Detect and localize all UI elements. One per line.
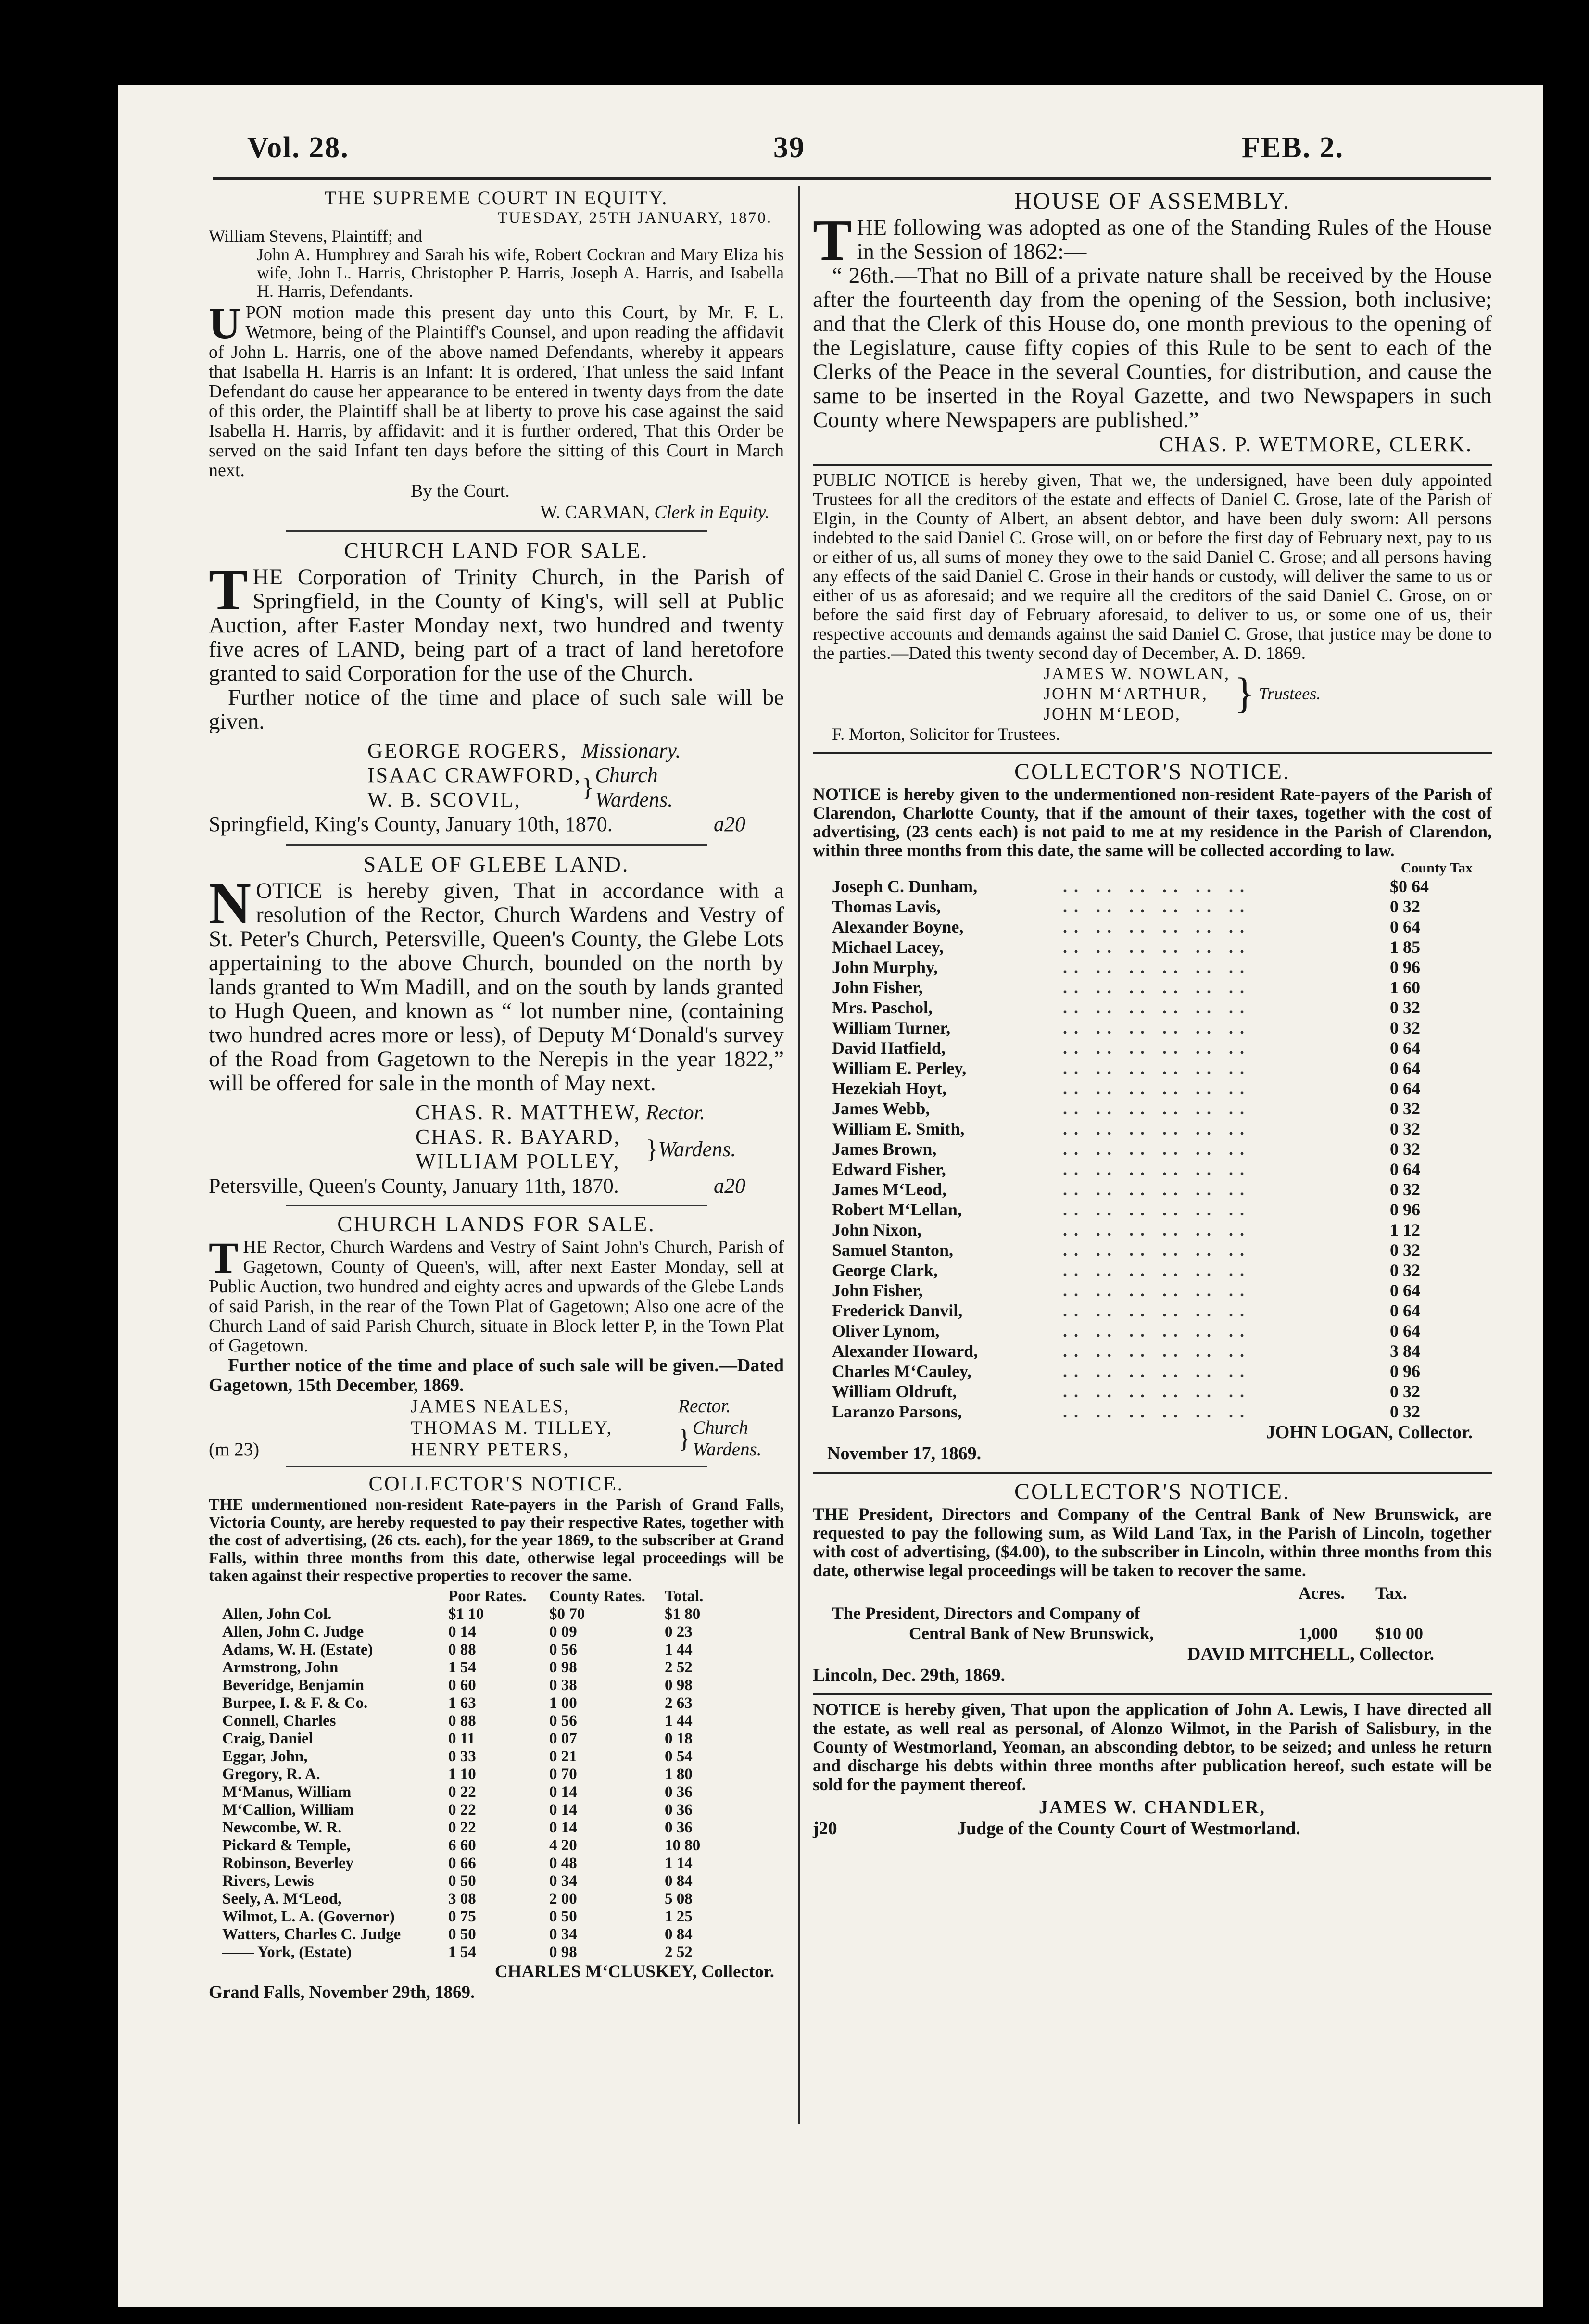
collector3-signature: DAVID MITCHELL, Collector. [1187, 1644, 1434, 1664]
collector2-body: NOTICE is hereby given to the undermentioned non-resident Rate-payers of the Parish of Clarendon, Charlotte County, that if the amount of their taxes, together with the cost of advertising, (23 cents each) is not paid to me at my residence in the Parish of Clarendon, within three months from this date, the same will be collected according to law. [813, 784, 1492, 860]
cell-name: John Fisher, [832, 978, 923, 997]
leader-dots: .. .. .. .. .. .. [1063, 1160, 1251, 1179]
cell-poor: 1 63 [448, 1694, 476, 1712]
cell-total: 0 36 [665, 1801, 693, 1819]
section-rule [813, 1472, 1492, 1474]
church-lands-notice [209, 1211, 784, 1460]
cell-county: 0 34 [549, 1872, 577, 1890]
cell-name: John Fisher, [832, 1281, 923, 1300]
cell-total: 10 80 [665, 1837, 701, 1854]
leader-dots: .. .. .. .. .. .. [1063, 1261, 1251, 1280]
table-row [832, 876, 1457, 897]
wilmot-absconding-notice [813, 1700, 1492, 1839]
cell-tax: 0 96 [1390, 1200, 1420, 1219]
cell-total: 1 14 [665, 1855, 693, 1872]
house-assembly-notice [813, 187, 1492, 456]
cell-poor: 0 88 [448, 1641, 476, 1658]
cell-county: 0 21 [549, 1748, 577, 1765]
leader-dots: .. .. .. .. .. .. [1063, 1341, 1251, 1361]
cell-county: 1 00 [549, 1694, 577, 1712]
cell-county: 0 14 [549, 1783, 577, 1801]
table-row [832, 917, 1457, 937]
cell-name: Beveridge, Benjamin [222, 1677, 365, 1694]
glebe-place: Petersville, Queen's County, January 11th, 1870. a20 [209, 1174, 745, 1198]
collector1-body: THE undermentioned non-resident Rate-payers in the Parish of Grand Falls, Victoria County, are hereby requested to pay their respective Rates, together with the cost of advertising, (26 cts. each), for the year 1869, to the subscriber at Grand Falls, within three months from this date, otherwise legal proceedings will be taken against their respective properties to recover the same. [209, 1496, 784, 1585]
table-row [832, 1240, 1457, 1260]
cell-tax: 0 32 [1390, 1139, 1420, 1159]
cell-tax: 1 85 [1390, 937, 1420, 957]
church-land-signatures: GEORGE ROGERS, Missionary. ISAAC CRAWFORD, } Church W. B. SCOVIL, Wardens. [367, 739, 681, 811]
cell-poor: 0 66 [448, 1855, 476, 1872]
clarendon-collector-notice [813, 758, 1492, 1464]
table-row [832, 1301, 1457, 1321]
cell-name: George Clark, [832, 1261, 938, 1280]
col-poor-rates: Poor Rates. [448, 1588, 527, 1605]
leader-dots: .. .. .. .. .. .. [1063, 1038, 1251, 1058]
leader-dots: .. .. .. .. .. .. [1063, 1402, 1251, 1421]
cell-total: 0 98 [665, 1677, 693, 1694]
cell-total: 0 54 [665, 1748, 693, 1765]
cell-tax: 0 32 [1390, 1402, 1420, 1421]
cell-name: Alexander Boyne, [832, 917, 964, 936]
header-rule [213, 177, 1491, 180]
cell-total: 0 36 [665, 1783, 693, 1801]
leader-dots: .. .. .. .. .. .. [1063, 958, 1251, 977]
cell-name: Armstrong, John [222, 1659, 339, 1676]
leader-dots: .. .. .. .. .. .. [1063, 1362, 1251, 1381]
col-county-rates: County Rates. [549, 1588, 645, 1605]
grand-falls-rate-table [222, 1588, 770, 1961]
table-row [832, 1361, 1457, 1381]
cell-tax: $0 64 [1390, 877, 1429, 896]
column-divider [798, 186, 800, 2124]
collector2-date: November 17, 1869. [827, 1443, 982, 1464]
supreme-signature: W. CARMAN, Clerk in Equity. [540, 502, 769, 522]
cell-total: 0 84 [665, 1926, 693, 1943]
table-row [222, 1801, 770, 1819]
cell-poor: 1 54 [448, 1944, 476, 1961]
table-row [832, 1321, 1457, 1341]
cell-tax: 0 32 [1390, 1240, 1420, 1260]
grose-trustees-notice [813, 471, 1492, 744]
leader-dots: .. .. .. .. .. .. [1063, 1180, 1251, 1199]
drop-cap: U [209, 299, 241, 348]
church-land-place: Springfield, King's County, January 10th, 1870. a20 [209, 812, 745, 836]
church-lands-signatures: JAMES NEALES, Rector. THOMAS M. TILLEY, } Church (m 23) HENRY PETERS, Wardens. [209, 1396, 762, 1460]
cell-poor: 0 60 [448, 1677, 476, 1694]
collector2-signature: JOHN LOGAN, Collector. [1266, 1422, 1473, 1442]
cell-poor: 0 22 [448, 1819, 476, 1836]
cell-tax: 0 32 [1390, 1261, 1420, 1280]
cell-county: 0 98 [549, 1944, 577, 1961]
cell-tax: 0 96 [1390, 958, 1420, 977]
cell-county: 0 50 [549, 1908, 577, 1925]
table-row [832, 1139, 1457, 1159]
cell-tax: 1 12 [1390, 1220, 1420, 1239]
collector2-title: COLLECTOR'S NOTICE. [1014, 759, 1291, 784]
cell-name: Thomas Lavis, [832, 897, 941, 916]
cell-county: 0 56 [549, 1712, 577, 1730]
cell-name: Allen, John C. Judge [222, 1623, 364, 1641]
table-row [222, 1819, 770, 1837]
cell-county: 0 70 [549, 1766, 577, 1783]
collector3-date: Lincoln, Dec. 29th, 1869. [813, 1665, 1006, 1685]
table-row [832, 1119, 1457, 1139]
table-row [832, 998, 1457, 1018]
supreme-title: THE SUPREME COURT IN EQUITY. [324, 187, 668, 209]
cell-name: Seely, A. M‘Leod, [222, 1890, 342, 1907]
cell-total: 1 44 [665, 1641, 693, 1658]
notice-last-signature: JAMES W. CHANDLER, [1038, 1797, 1266, 1818]
cell-name: Robinson, Beverley [222, 1855, 354, 1872]
leader-dots: .. .. .. .. .. .. [1063, 1018, 1251, 1037]
cell-county: 0 56 [549, 1641, 577, 1658]
table-row [832, 937, 1457, 957]
col-total: Total. [665, 1588, 704, 1605]
table-row [832, 1099, 1457, 1119]
table-row [222, 1605, 770, 1623]
section-rule [286, 1205, 707, 1206]
supreme-body: UPON motion made this present day unto this Court, by Mr. F. L. Wetmore, being of the Plaintiff's Counsel, and upon reading the affidavit of John L. Harris, one of the above named Defendants, whereby it appears that Isabella H. Harris is an Infant: It is ordered, That unless the said Infant Defendant do cause her appearance to be entered in twenty days from the date of this order, the Plaintiff shall be at liberty to prove his case against the said Isabella H. Harris, by affidavit: and it is further ordered, That this Order be served on the said Infant ten days before the sitting of this Court in March next. [209, 299, 784, 480]
cell-county: 0 09 [549, 1623, 577, 1641]
tax-value: $10 00 [1375, 1624, 1423, 1643]
section-rule [813, 464, 1492, 466]
cell-total: 0 36 [665, 1819, 693, 1836]
acres-value: 1,000 [1299, 1624, 1337, 1643]
section-rule [286, 530, 707, 532]
leader-dots: .. .. .. .. .. .. [1063, 1139, 1251, 1159]
table-row [222, 1908, 770, 1926]
cell-county: 0 38 [549, 1677, 577, 1694]
cell-total: 2 52 [665, 1944, 693, 1961]
glebe-land-notice [209, 851, 784, 1198]
table-row [222, 1694, 770, 1712]
cell-poor: 0 50 [448, 1926, 476, 1943]
cell-tax: 0 64 [1390, 1281, 1420, 1300]
cell-total: 1 44 [665, 1712, 693, 1730]
church-land-body: THE Corporation of Trinity Church, in the Parish of Springfield, in the County of King's, will sell at Public Auction, after Easter Monday next, two hundred and twenty five acres of LAND, being part of a tract of land heretofore granted to said Corporation for the use of the Church. [209, 557, 784, 686]
cell-name: Joseph C. Dunham, [832, 877, 978, 896]
leader-dots: .. .. .. .. .. .. [1063, 1240, 1251, 1260]
drop-cap: N [209, 871, 252, 936]
table-row [222, 1748, 770, 1766]
supreme-court-notice [209, 187, 784, 523]
cell-total: 0 84 [665, 1872, 693, 1890]
cell-name: Laranzo Parsons, [832, 1402, 962, 1421]
cell-name: James M‘Leod, [832, 1180, 946, 1199]
cell-name: Edward Fisher, [832, 1160, 946, 1179]
cell-county: 0 34 [549, 1926, 577, 1943]
right-column [813, 187, 1492, 1839]
cell-name: Mrs. Paschol, [832, 998, 933, 1017]
notice-last-role-line [813, 1818, 1492, 1839]
table-row [222, 1783, 770, 1801]
cell-tax: 0 32 [1390, 1119, 1420, 1138]
table-row [222, 1730, 770, 1748]
table-row [222, 1926, 770, 1944]
church-lands-title: CHURCH LANDS FOR SALE. [337, 1212, 656, 1236]
collector3-body: THE President, Directors and Company of the Central Bank of New Brunswick, are requested to pay the following sum, as Wild Land Tax, in the Parish of Lincoln, together with cost of advertising, ($4.00), to the subscriber in Lincoln, within three months from this date, otherwise legal proceedings will be taken to recover the same. [813, 1504, 1492, 1580]
leader-dots: .. .. .. .. .. .. [1063, 1059, 1251, 1078]
public1-body: PUBLIC NOTICE is hereby given, That we, the undersigned, have been duly appointed Trustees for all the creditors of the estate and effects of Daniel C. Grose, late of the Parish of Elgin, in the County of Albert, an absent debtor, and have been duly sworn: All persons indebted to the said Daniel C. Grose will, on or before the first day of February next, pay to us or either of us, all sums of money they owe to the said Daniel C. Grose; and all persons having any effects of the said Daniel C. Grose in their hands or custody, will deliver the same to us or either of us as aforesaid; and we require all the creditors of the said Daniel C. Grose, on or before the said first day of February aforesaid, to deliver to us, or some one of us, their respective accounts and demands against the said Daniel C. Grose, that justice may be done to the parties.—Dated this twenty second day of December, A. D. 1869. [813, 470, 1492, 663]
table-row [222, 1855, 770, 1872]
cell-poor: 0 22 [448, 1801, 476, 1819]
table-row [832, 1280, 1457, 1301]
col-county-tax: County Tax [1400, 860, 1473, 876]
cell-name: William E. Perley, [832, 1059, 967, 1078]
cell-name: John Nixon, [832, 1220, 922, 1239]
drop-cap: T [209, 557, 248, 622]
collector1-place: Grand Falls, November 29th, 1869. [209, 1983, 475, 2002]
section-rule [813, 752, 1492, 754]
cell-poor: 0 11 [448, 1730, 475, 1747]
leader-dots: .. .. .. .. .. .. [1063, 937, 1251, 957]
cell-name: Charles M‘Cauley, [832, 1362, 971, 1381]
gazette-page [118, 85, 1543, 2307]
cell-tax: 0 32 [1390, 897, 1420, 916]
cell-name: Hezekiah Hoyt, [832, 1079, 946, 1098]
cell-name: Burpee, I. & F. & Co. [222, 1694, 368, 1712]
table-row [832, 1341, 1457, 1361]
church-land-further: Further notice of the time and place of such sale will be given. [209, 685, 784, 734]
cell-total: 1 25 [665, 1908, 693, 1925]
assembly-title: HOUSE OF ASSEMBLY. [1014, 187, 1291, 214]
cell-name: Wilmot, L. A. (Governor) [222, 1908, 395, 1925]
cell-tax: 0 32 [1390, 1018, 1420, 1037]
leader-dots: .. .. .. .. .. .. [1063, 1382, 1251, 1401]
cell-poor: 0 14 [448, 1623, 476, 1641]
cell-county: 0 98 [549, 1659, 577, 1676]
cell-tax: 0 64 [1390, 1321, 1420, 1340]
leader-dots: .. .. .. .. .. .. [1063, 917, 1251, 936]
cell-tax: 1 60 [1390, 978, 1420, 997]
volume-number: Vol. 28. [247, 131, 349, 164]
table-row [832, 1220, 1457, 1240]
trustees-signatures: JAMES W. NOWLAN, } Trustees. JOHN M‘ARTHUR, JOHN M‘LEOD, [1044, 664, 1321, 723]
supreme-plaintiff: William Stevens, Plaintiff; and [209, 227, 422, 246]
page-number: 39 [773, 131, 805, 164]
leader-dots: .. .. .. .. .. .. [1063, 1099, 1251, 1118]
supreme-by-court: By the Court. [411, 481, 510, 501]
drop-cap: T [209, 1233, 239, 1282]
collector1-signature: CHARLES M‘CLUSKEY, Collector. [494, 1962, 774, 1982]
table-row [832, 1159, 1457, 1179]
cell-name: Eggar, John, [222, 1748, 308, 1765]
cell-tax: 0 64 [1390, 1038, 1420, 1058]
cell-name: Michael Lacey, [832, 937, 944, 957]
cell-tax: 0 64 [1390, 917, 1420, 936]
cell-name: David Hatfield, [832, 1038, 946, 1058]
table-row [832, 1179, 1457, 1200]
leader-dots: .. .. .. .. .. .. [1063, 1119, 1251, 1138]
cell-total: 2 63 [665, 1694, 693, 1712]
section-rule [286, 1466, 707, 1467]
church-land-title: CHURCH LAND FOR SALE. [344, 538, 649, 563]
table-row [222, 1837, 770, 1855]
notice-last-body: NOTICE is hereby given, That upon the application of John A. Lewis, I have directed all the estate, as well real as personal, of Alonzo Wilmot, in the Parish of Salisbury, in the County of Westmorland, Yeoman, an absconding debtor, to be seized; and unless he return and discharge his debts within three months after publication hereof, such estate will be sold for the payment thereof. [813, 1700, 1492, 1794]
glebe-title: SALE OF GLEBE LAND. [363, 852, 630, 876]
church-land-notice [209, 538, 784, 836]
cell-total: 1 80 [665, 1766, 693, 1783]
table-row [832, 977, 1457, 998]
cell-name: James Brown, [832, 1139, 937, 1159]
cell-tax: 0 32 [1390, 1099, 1420, 1118]
cell-name: M‘Manus, William [222, 1783, 352, 1801]
table-row [832, 1200, 1457, 1220]
table-row [832, 1402, 1457, 1422]
cell-poor: 1 10 [448, 1766, 476, 1783]
table-row [832, 897, 1457, 917]
cell-tax: 0 64 [1390, 1079, 1420, 1098]
table-row [222, 1890, 770, 1908]
cell-total: 0 18 [665, 1730, 693, 1747]
cell-poor: 6 60 [448, 1837, 476, 1854]
drop-cap: T [813, 208, 852, 273]
cell-poor: $1 10 [448, 1605, 484, 1623]
cell-name: John Murphy, [832, 958, 938, 977]
cell-name: Robert M‘Lellan, [832, 1200, 962, 1219]
cell-tax: 0 32 [1390, 1382, 1420, 1401]
cell-name: William E. Smith, [832, 1119, 965, 1138]
leader-dots: .. .. .. .. .. .. [1063, 1220, 1251, 1239]
cell-county: 4 20 [549, 1837, 577, 1854]
assembly-signature: CHAS. P. WETMORE, CLERK. [1159, 432, 1473, 456]
table-row [222, 1623, 770, 1641]
leader-dots: .. .. .. .. .. .. [1063, 978, 1251, 997]
cell-name: William Turner, [832, 1018, 951, 1037]
cell-name: William Oldruft, [832, 1382, 957, 1401]
supreme-date: TUESDAY, 25TH JANUARY, 1870. [497, 209, 772, 227]
cell-name: Watters, Charles C. Judge [222, 1926, 401, 1943]
collector3-title: COLLECTOR'S NOTICE. [1014, 1479, 1291, 1504]
cell-poor: 0 50 [448, 1872, 476, 1890]
table-row [222, 1659, 770, 1677]
leader-dots: .. .. .. .. .. .. [1063, 1200, 1251, 1219]
cell-county: 2 00 [549, 1890, 577, 1907]
cell-tax: 0 32 [1390, 1180, 1420, 1199]
section-rule [286, 844, 707, 846]
table-row [832, 957, 1457, 977]
table-row [832, 1260, 1457, 1280]
table-row [222, 1641, 770, 1659]
cell-name: M‘Callion, William [222, 1801, 354, 1819]
left-column [209, 187, 784, 2003]
notice-last-role: Judge of the County Court of Westmorland. [957, 1819, 1300, 1839]
table-row [222, 1712, 770, 1730]
table-row [832, 1018, 1457, 1038]
cell-county: $0 70 [549, 1605, 585, 1623]
cell-name: James Webb, [832, 1099, 930, 1118]
cell-poor: 0 88 [448, 1712, 476, 1730]
cell-name: Pickard & Temple, [222, 1837, 351, 1854]
cell-name: Gregory, R. A. [222, 1766, 320, 1783]
cell-poor: 3 08 [448, 1890, 476, 1907]
cell-total: 2 52 [665, 1659, 693, 1676]
leader-dots: .. .. .. .. .. .. [1063, 1281, 1251, 1300]
cell-county: 0 14 [549, 1801, 577, 1819]
cell-total: 0 23 [665, 1623, 693, 1641]
cell-name: Craig, Daniel [222, 1730, 313, 1747]
cell-tax: 0 32 [1390, 998, 1420, 1017]
cell-poor: 0 22 [448, 1783, 476, 1801]
glebe-signatures: CHAS. R. MATTHEW, Rector. CHAS. R. BAYARD, } Wardens. WILLIAM POLLEY, [416, 1100, 736, 1173]
leader-dots: .. .. .. .. .. .. [1063, 897, 1251, 916]
church-lands-code: (m 23) [209, 1439, 260, 1460]
public1-solicitor: F. Morton, Solicitor for Trustees. [832, 724, 1060, 744]
cell-name: Alexander Howard, [832, 1341, 978, 1361]
cell-tax: 3 84 [1390, 1341, 1420, 1361]
issue-date: FEB. 2. [1242, 131, 1344, 164]
cell-name: Frederick Danvil, [832, 1301, 963, 1320]
cell-name: Connell, Charles [222, 1712, 336, 1730]
cell-name: Adams, W. H. (Estate) [222, 1641, 373, 1658]
leader-dots: .. .. .. .. .. .. [1063, 1079, 1251, 1098]
supreme-defendants: John A. Humphrey and Sarah his wife, Robert Cockran and Mary Eliza his wife, John L. Harris, Christopher P. Harris, Joseph A. Harris, and Isabella H. Harris, Defendants. [257, 245, 784, 301]
cell-name: Rivers, Lewis [222, 1872, 314, 1890]
church-lands-body: THE Rector, Church Wardens and Vestry of Saint John's Church, Parish of Gagetown, County of Queen's, will, after next Easter Monday, sell at Public Auction, two hundred and eighty acres and upwards of the Glebe Lands of said Parish, in the rear of the Town Plat of Gagetown; Also one acre of the Church Land of said Parish Church, situate in Block letter P, in the Town Plat of Gagetown. [209, 1233, 784, 1356]
lincoln-collector-notice [813, 1478, 1492, 1686]
table-row [832, 1038, 1457, 1058]
cell-name: Newcombe, W. R. [222, 1819, 342, 1836]
assembly-lead: THE following was adopted as one of the Standing Rules of the House in the Session of 1862:— [813, 208, 1492, 273]
collector1-title: COLLECTOR'S NOTICE. [368, 1472, 624, 1495]
table-row [832, 1078, 1457, 1099]
lincoln-tax-table: Acres. Tax. The President, Directors and Company of Central Bank of New Brunswick, 1,000 $10 00 [813, 1583, 1457, 1643]
table-row [222, 1944, 770, 1961]
cell-tax: 0 64 [1390, 1301, 1420, 1320]
leader-dots: .. .. .. .. .. .. [1063, 1301, 1251, 1320]
cell-poor: 0 33 [448, 1748, 476, 1765]
cell-county: 0 14 [549, 1819, 577, 1836]
table-row [832, 1058, 1457, 1078]
cell-tax: 0 64 [1390, 1059, 1420, 1078]
cell-name: —— York, (Estate) [222, 1944, 352, 1961]
cell-tax: 0 64 [1390, 1160, 1420, 1179]
leader-dots: .. .. .. .. .. .. [1063, 998, 1251, 1017]
cell-total: 5 08 [665, 1890, 693, 1907]
leader-dots: .. .. .. .. .. .. [1063, 877, 1251, 896]
cell-total: $1 80 [665, 1605, 701, 1623]
clarendon-tax-table [832, 876, 1457, 1422]
glebe-body: NOTICE is hereby given, That in accordance with a resolution of the Rector, Church Wardens and Vestry of St. Peter's Church, Petersville, Queen's County, the Glebe Lots appertaining to the above Church, bounded on the north by lands granted to Wm Madill, and on the south by lands granted to Hugh Queen, and known as “ lot number nine, (containing two hundred acres more or less), of Deputy M‘Donald's survey of the Road from Gagetown to the Nerepis in the year 1822,” will be offered for sale in the month of May next. [209, 871, 784, 1096]
cell-name: Samuel Stanton, [832, 1240, 954, 1260]
cell-poor: 1 54 [448, 1659, 476, 1676]
assembly-body: “ 26th.—That no Bill of a private nature shall be received by the House after the fourteenth day from the opening of the Session, both inclusive; and that the Clerk of this House do, one month previous to the opening of the Legislature, cause fifty copies of this Rule to be sent to each of the Clerks of the Peace in the several Counties, for distribution, and cause the same to be inserted in the Royal Gazette, and two Newspapers in such County where Newspapers are published.” [813, 263, 1492, 432]
cell-name: Oliver Lynom, [832, 1321, 940, 1340]
table-row [222, 1766, 770, 1783]
cell-county: 0 48 [549, 1855, 577, 1872]
grand-falls-collector-notice [209, 1471, 784, 2003]
cell-tax: 0 96 [1390, 1362, 1420, 1381]
cell-county: 0 07 [549, 1730, 577, 1747]
cell-poor: 0 75 [448, 1908, 476, 1925]
table-row [222, 1872, 770, 1890]
table-row [832, 1381, 1457, 1402]
section-rule [813, 1693, 1492, 1695]
notice-last-code: j20 [813, 1819, 837, 1839]
cell-name: Allen, John Col. [222, 1605, 332, 1623]
table-row [222, 1677, 770, 1694]
leader-dots: .. .. .. .. .. .. [1063, 1321, 1251, 1340]
church-lands-further: Further notice of the time and place of such sale will be given.—Dated Gagetown, 15th December, 1869. [209, 1355, 784, 1395]
